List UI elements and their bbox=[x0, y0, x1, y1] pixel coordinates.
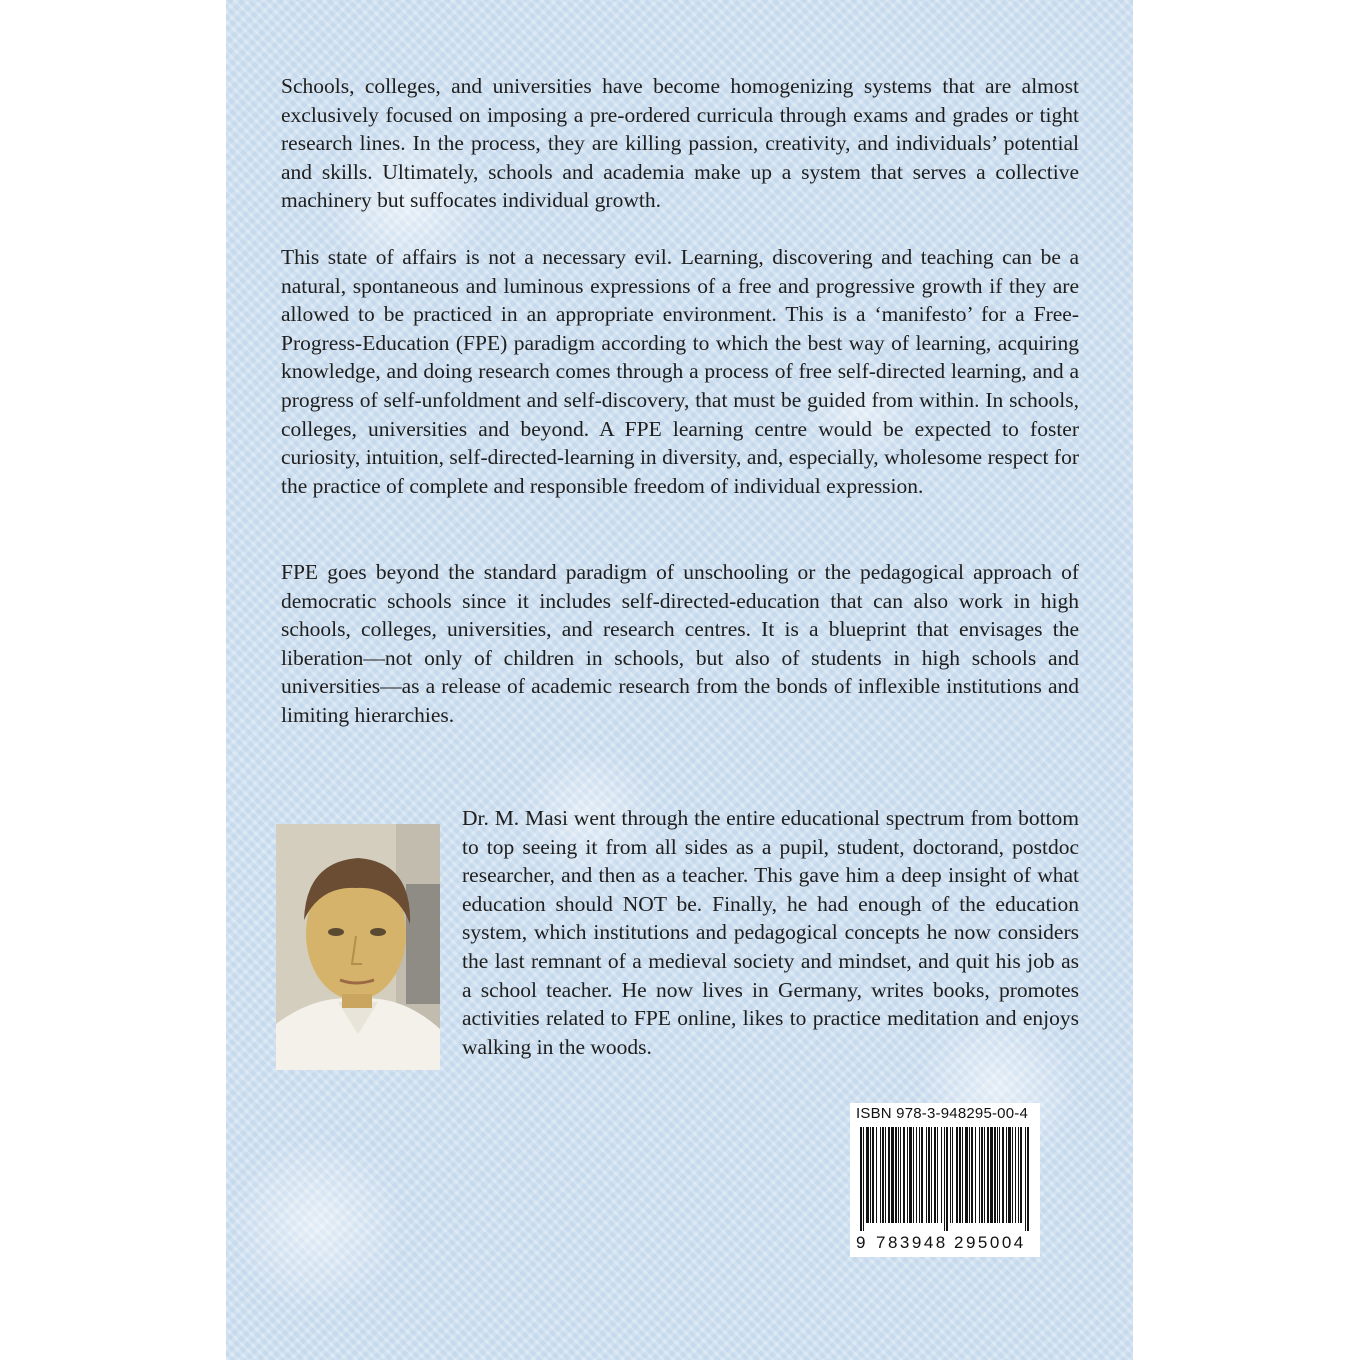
barcode-bar bbox=[946, 1127, 948, 1231]
barcode-bar bbox=[941, 1127, 942, 1223]
barcode-bar bbox=[950, 1127, 951, 1223]
barcode-bar bbox=[956, 1127, 958, 1223]
barcode-bar bbox=[975, 1127, 976, 1223]
barcode-bar bbox=[944, 1127, 945, 1231]
barcode-bar bbox=[870, 1127, 871, 1223]
isbn-label: ISBN 978-3-948295-00-4 bbox=[856, 1105, 1029, 1122]
barcode-bar bbox=[900, 1127, 901, 1223]
barcode-bar bbox=[962, 1127, 963, 1223]
barcode-bar bbox=[895, 1127, 897, 1223]
description-paragraph-1: Schools, colleges, and universities have become homogenizing systems that are almost exclusively focused on imposing a pre-ordered curricula through exams and grades or tight research lines. In the process, they are killing passion, creativity, and individuals’ potential and skills. Ultimately, schools and academia make up a system that serves a collective machinery but suffocates individual growth. bbox=[281, 74, 1079, 213]
barcode-bar bbox=[907, 1127, 908, 1223]
author-bio: Dr. M. Masi went through the entire educational spectrum from bottom to top seeing it from all sides as a pupil, student, doctorand, postdoc researcher, and then as a teacher. This gave him a deep insight of what education should NOT be. Finally, he had enough of the education system, which institutions and pedagogical concepts he now considers the last remnant of a medieval society and mindset, and quit his job as a school teacher. He now lives in Germany, writes books, promotes activities related to FPE online, likes to practice meditation and enjoys walking in the woods. bbox=[462, 806, 1079, 1059]
ean-left-group: 783948 bbox=[876, 1233, 948, 1252]
barcode-bar bbox=[952, 1127, 953, 1223]
barcode-bar bbox=[969, 1127, 970, 1223]
barcode-bar bbox=[990, 1127, 993, 1223]
barcode-bar bbox=[921, 1127, 923, 1223]
barcode-bar bbox=[903, 1127, 905, 1223]
barcode-bar bbox=[965, 1127, 968, 1223]
barcode-bar bbox=[987, 1127, 989, 1223]
barcode-bar bbox=[959, 1127, 961, 1223]
description-paragraph-3: FPE goes beyond the standard paradigm of unschooling or the pedagogical approach of democratic schools since it includes self-directed-education that can also work in high schools, colleges, universities, and research centres. It is a blueprint that envisages the liberation—not only of children in schools, but also of students in high schools and universities—as a release of academic research from the bonds of inflexible institutions and limiting hierarchies. bbox=[281, 560, 1079, 727]
barcode-bar bbox=[1018, 1127, 1019, 1223]
barcode-bar bbox=[919, 1127, 920, 1223]
author-photo bbox=[276, 824, 440, 1070]
barcode-bar bbox=[866, 1127, 869, 1223]
barcode-bar bbox=[1025, 1127, 1026, 1231]
barcode-bar bbox=[876, 1127, 877, 1223]
barcode-bar bbox=[1020, 1127, 1022, 1223]
barcode-bar bbox=[872, 1127, 874, 1223]
barcode-bar bbox=[999, 1127, 1000, 1223]
barcode-bar bbox=[928, 1127, 930, 1223]
barcode-bar bbox=[1015, 1127, 1016, 1223]
barcode-bar bbox=[880, 1127, 881, 1223]
barcode-bar bbox=[909, 1127, 912, 1223]
barcode-bar bbox=[971, 1127, 973, 1223]
ean-first-digit: 9 bbox=[856, 1233, 866, 1252]
barcode-bar bbox=[937, 1127, 938, 1223]
barcode-bar bbox=[916, 1127, 917, 1223]
barcode-bar bbox=[931, 1127, 932, 1223]
barcode-bar bbox=[994, 1127, 996, 1223]
barcode-bar bbox=[1006, 1127, 1007, 1223]
barcode-bar bbox=[979, 1127, 980, 1223]
isbn-barcode bbox=[850, 1103, 1040, 1257]
barcode-bar bbox=[885, 1127, 886, 1223]
author-portrait-image bbox=[276, 824, 440, 1070]
barcode-bar bbox=[913, 1127, 914, 1223]
barcode-bar bbox=[898, 1127, 899, 1223]
barcode-bar bbox=[997, 1127, 998, 1223]
barcode-bar bbox=[891, 1127, 894, 1223]
barcode-bars bbox=[856, 1127, 1034, 1231]
barcode-bar bbox=[926, 1127, 927, 1223]
barcode-bar bbox=[1002, 1127, 1004, 1223]
barcode-bar bbox=[981, 1127, 983, 1223]
description-paragraph-2: This state of affairs is not a necessary evil. Learning, discovering and teaching can be a natural, spontaneous and luminous expressions of a free and progressive growth if they are allowed to be practiced in an appropriate environment. This is a ‘manifesto’ for a Free-Progress-Education (FPE) paradigm according to which the best way of learning, acquiring knowledge, and doing research comes through a process of free self-directed learning, and a progress of self-unfoldment and self-discovery, that must be guided from within. In schools, colleges, universities and beyond. A FPE learning centre would be expected to foster curiosity, intuition, self-directed-learning in diversity, and, especially, wholesome respect for the practice of complete and responsible freedom of individual expression. bbox=[281, 245, 1079, 498]
barcode-bar bbox=[888, 1127, 890, 1223]
barcode-bar bbox=[860, 1127, 862, 1231]
barcode-bar bbox=[984, 1127, 985, 1223]
ean-right-group: 295004 bbox=[954, 1233, 1026, 1252]
barcode-bar bbox=[1027, 1127, 1029, 1231]
barcode-bar bbox=[882, 1127, 884, 1223]
barcode-bar bbox=[1012, 1127, 1013, 1223]
barcode-bar bbox=[1008, 1127, 1011, 1223]
barcode-bar bbox=[934, 1127, 936, 1223]
barcode-bar bbox=[863, 1127, 864, 1231]
